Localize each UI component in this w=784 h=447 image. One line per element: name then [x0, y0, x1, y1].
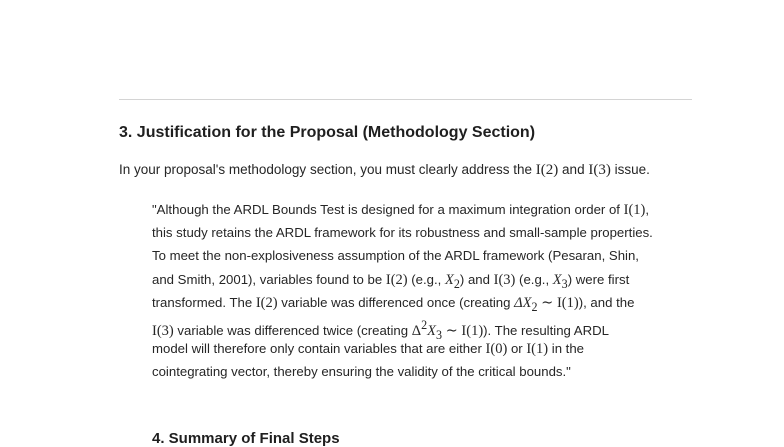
quote-line-7: model will therefore only contain variables that are either I(0) or I(1) in the	[152, 341, 585, 358]
intro-paragraph: In your proposal's methodology section, you must clearly address the I(2) and I(3) issue.	[119, 162, 650, 178]
quote-line-5: transformed. The I(2) variable was differenced once (creating $\Delta X_2$ ∼ I(1)), and the	[152, 294, 635, 314]
math-i3: I(3)	[588, 162, 611, 178]
quote-line-4: and Smith, 2001), variables found to be I(2) (e.g., $X_2$) and I(3) (e.g., $X_3$) were first	[152, 271, 630, 291]
quote-line-6: I(3) variable was differenced twice (creating $\Delta^2X_3$ ∼ I(1)). The resulting ARDL	[152, 317, 609, 342]
next-section-heading: 4. Summary of Final Steps	[152, 430, 340, 447]
quote-line-2: this study retains the ARDL framework for its robustness and small-sample properties.	[152, 225, 653, 241]
quote-line-1: "Although the ARDL Bounds Test is designed for a maximum integration order of I(1),	[152, 202, 650, 218]
quote-line-8: cointegrating vector, thereby ensuring the validity of the critical bounds."	[152, 364, 571, 380]
math-i2: I(2)	[535, 162, 559, 178]
section-heading: 3. Justification for the Proposal (Methodology Section)	[119, 124, 536, 141]
methodology-quote	[152, 198, 682, 384]
section-divider	[119, 99, 692, 100]
quote-line-3: To meet the non-explosiveness assumption of the ARDL framework (Pesaran, Shin,	[152, 248, 639, 264]
